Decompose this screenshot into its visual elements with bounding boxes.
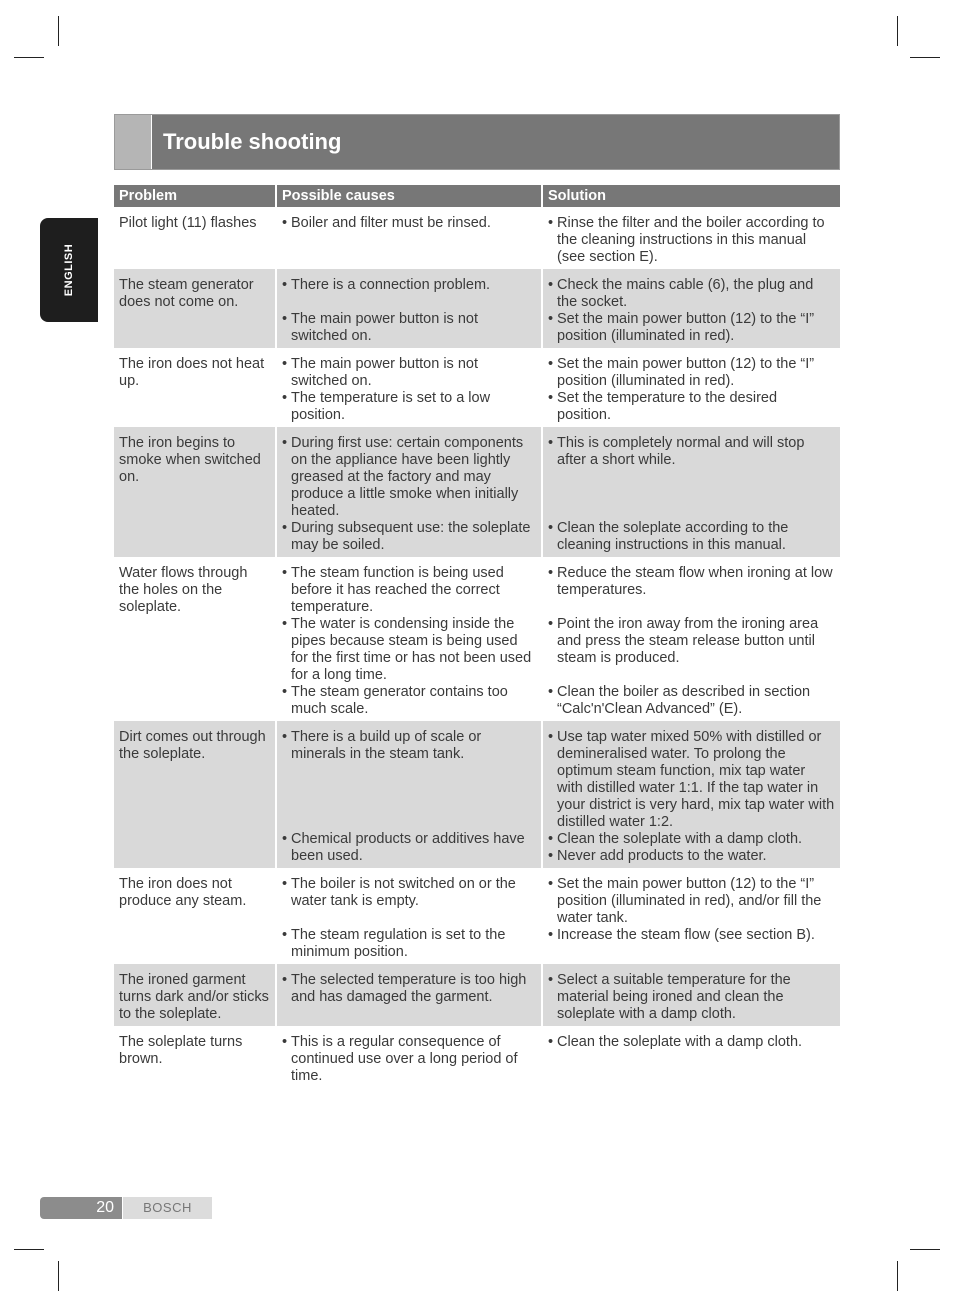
cause-item: • Boiler and filter must be rinsed. xyxy=(282,215,536,232)
cause-item: • The steam function is being used before it has reached the correct temperature. xyxy=(282,565,536,616)
solution-cell xyxy=(541,348,840,427)
title-accent-block xyxy=(115,115,152,169)
language-tab xyxy=(40,218,98,322)
solution-item: • Point the iron away from the ironing area and press the steam release button until steam is produced. xyxy=(548,616,835,667)
solution-item: • Set the temperature to the desired position. xyxy=(548,390,835,424)
problem-cell: The iron begins to smoke when switched on. xyxy=(114,427,275,557)
cause-item: • There is a connection problem. xyxy=(282,277,536,294)
cause-item: • The temperature is set to a low position. xyxy=(282,390,536,424)
solution-cell xyxy=(541,868,840,964)
problem-cell: The ironed garment turns dark and/or sticks to the soleplate. xyxy=(114,964,275,1026)
table-row xyxy=(114,964,840,1026)
crop-mark xyxy=(58,1261,59,1291)
header-possible-causes: Possible causes xyxy=(275,185,541,207)
cause-cell xyxy=(275,348,541,427)
table-row xyxy=(114,348,840,427)
spacer xyxy=(282,814,536,831)
solution-item: • Select a suitable temperature for the material being ironed and clean the soleplate with a damp cloth. xyxy=(548,972,835,1023)
problem-cell: The soleplate turns brown. xyxy=(119,1034,243,1067)
spacer xyxy=(282,763,536,780)
cause-item: • The steam generator contains too much scale. xyxy=(282,684,536,718)
solution-cell xyxy=(541,427,840,557)
cause-item: • The selected temperature is too high and has damaged the garment. xyxy=(282,972,536,1006)
problem-cell: Water flows through the holes on the soleplate. xyxy=(119,565,248,615)
spacer xyxy=(548,667,835,684)
cause-item: • Chemical products or additives have been used. xyxy=(282,831,536,865)
crop-mark xyxy=(58,16,59,46)
solution-item: • Set the main power button (12) to the “I” position (illuminated in red). xyxy=(548,356,835,390)
solution-item: • Use tap water mixed 50% with distilled or demineralised water. To prolong the optimum steam function, mix tap water with distilled water 1:1. If the tap water in your district is very hard, mix tap water with distilled water 1:2. xyxy=(548,729,835,831)
solution-item: • Clean the boiler as described in section “Calc'n'Clean Advanced” (E). xyxy=(548,684,835,718)
problem-cell: Dirt comes out through the soleplate. xyxy=(114,721,275,868)
crop-mark xyxy=(14,1249,44,1250)
troubleshooting-table xyxy=(114,185,840,1088)
table-row xyxy=(114,1026,840,1088)
problem-cell: The iron does not produce any steam. xyxy=(119,876,247,909)
header-solution: Solution xyxy=(541,185,840,207)
table-row xyxy=(114,207,840,269)
spacer xyxy=(548,599,835,616)
cause-cell xyxy=(275,1026,541,1088)
solution-cell xyxy=(541,269,840,348)
spacer xyxy=(548,486,835,503)
cause-cell xyxy=(275,269,541,348)
cause-item: • This is a regular consequence of continued use over a long period of time. xyxy=(282,1034,536,1085)
problem-cell: Pilot light (11) flashes xyxy=(119,215,257,231)
spacer xyxy=(548,503,835,520)
cause-item: • The water is condensing inside the pipes because steam is being used for the first time or has not been used for a long time. xyxy=(282,616,536,684)
spacer xyxy=(282,780,536,797)
problem-cell: The steam generator does not come on. xyxy=(114,269,275,348)
crop-mark xyxy=(897,16,898,46)
cause-cell xyxy=(275,207,541,269)
table-row xyxy=(114,269,840,348)
table-row xyxy=(114,557,840,721)
page-number: 20 xyxy=(40,1197,122,1219)
solution-item: • Set the main power button (12) to the “I” position (illuminated in red). xyxy=(548,311,835,345)
solution-cell xyxy=(541,557,840,721)
solution-item: • Clean the soleplate with a damp cloth. xyxy=(548,831,835,848)
cause-item: • The steam regulation is set to the minimum position. xyxy=(282,927,536,961)
cause-cell xyxy=(275,427,541,557)
crop-mark xyxy=(910,1249,940,1250)
solution-item: • Never add products to the water. xyxy=(548,848,835,865)
cause-item: • There is a build up of scale or minerals in the steam tank. xyxy=(282,729,536,763)
cause-cell xyxy=(275,964,541,1026)
table-header-row xyxy=(114,185,840,207)
solution-cell xyxy=(541,721,840,868)
cause-item: • The main power button is not switched on. xyxy=(282,311,536,345)
solution-cell xyxy=(541,964,840,1026)
crop-mark xyxy=(910,57,940,58)
crop-mark xyxy=(14,57,44,58)
solution-item: • Rinse the filter and the boiler according to the cleaning instructions in this manual (see section E). xyxy=(548,215,835,266)
cause-cell xyxy=(275,868,541,964)
problem-cell: The iron does not heat up. xyxy=(119,356,265,389)
cause-item: • During subsequent use: the soleplate may be soiled. xyxy=(282,520,536,554)
spacer xyxy=(282,797,536,814)
footer-brand: BOSCH xyxy=(123,1197,212,1219)
table-row xyxy=(114,868,840,964)
solution-cell xyxy=(541,1026,840,1088)
solution-item: • Reduce the steam flow when ironing at low temperatures. xyxy=(548,565,835,599)
spacer xyxy=(282,910,536,927)
table-row xyxy=(114,721,840,868)
title-bar xyxy=(114,114,840,170)
cause-item: • During first use: certain components on the appliance have been lightly greased at the factory and may produce a little smoke when initially heated. xyxy=(282,435,536,520)
solution-item: • Increase the steam flow (see section B). xyxy=(548,927,835,944)
solution-item: • Set the main power button (12) to the “I” position (illuminated in red), and/or fill the water tank. xyxy=(548,876,835,927)
crop-mark xyxy=(897,1261,898,1291)
spacer xyxy=(282,294,536,311)
solution-cell xyxy=(541,207,840,269)
cause-cell xyxy=(275,721,541,868)
solution-item: • Clean the soleplate according to the cleaning instructions in this manual. xyxy=(548,520,835,554)
cause-item: • The boiler is not switched on or the water tank is empty. xyxy=(282,876,536,910)
solution-item: • This is completely normal and will stop after a short while. xyxy=(548,435,835,469)
cause-cell xyxy=(275,557,541,721)
page-title: Trouble shooting xyxy=(163,129,342,154)
solution-item: • Clean the soleplate with a damp cloth. xyxy=(548,1034,835,1051)
cause-item: • The main power button is not switched on. xyxy=(282,356,536,390)
solution-item: • Check the mains cable (6), the plug and the socket. xyxy=(548,277,835,311)
spacer xyxy=(548,469,835,486)
table-row xyxy=(114,427,840,557)
header-problem: Problem xyxy=(114,185,275,207)
language-tab-label: ENGLISH xyxy=(63,243,75,297)
